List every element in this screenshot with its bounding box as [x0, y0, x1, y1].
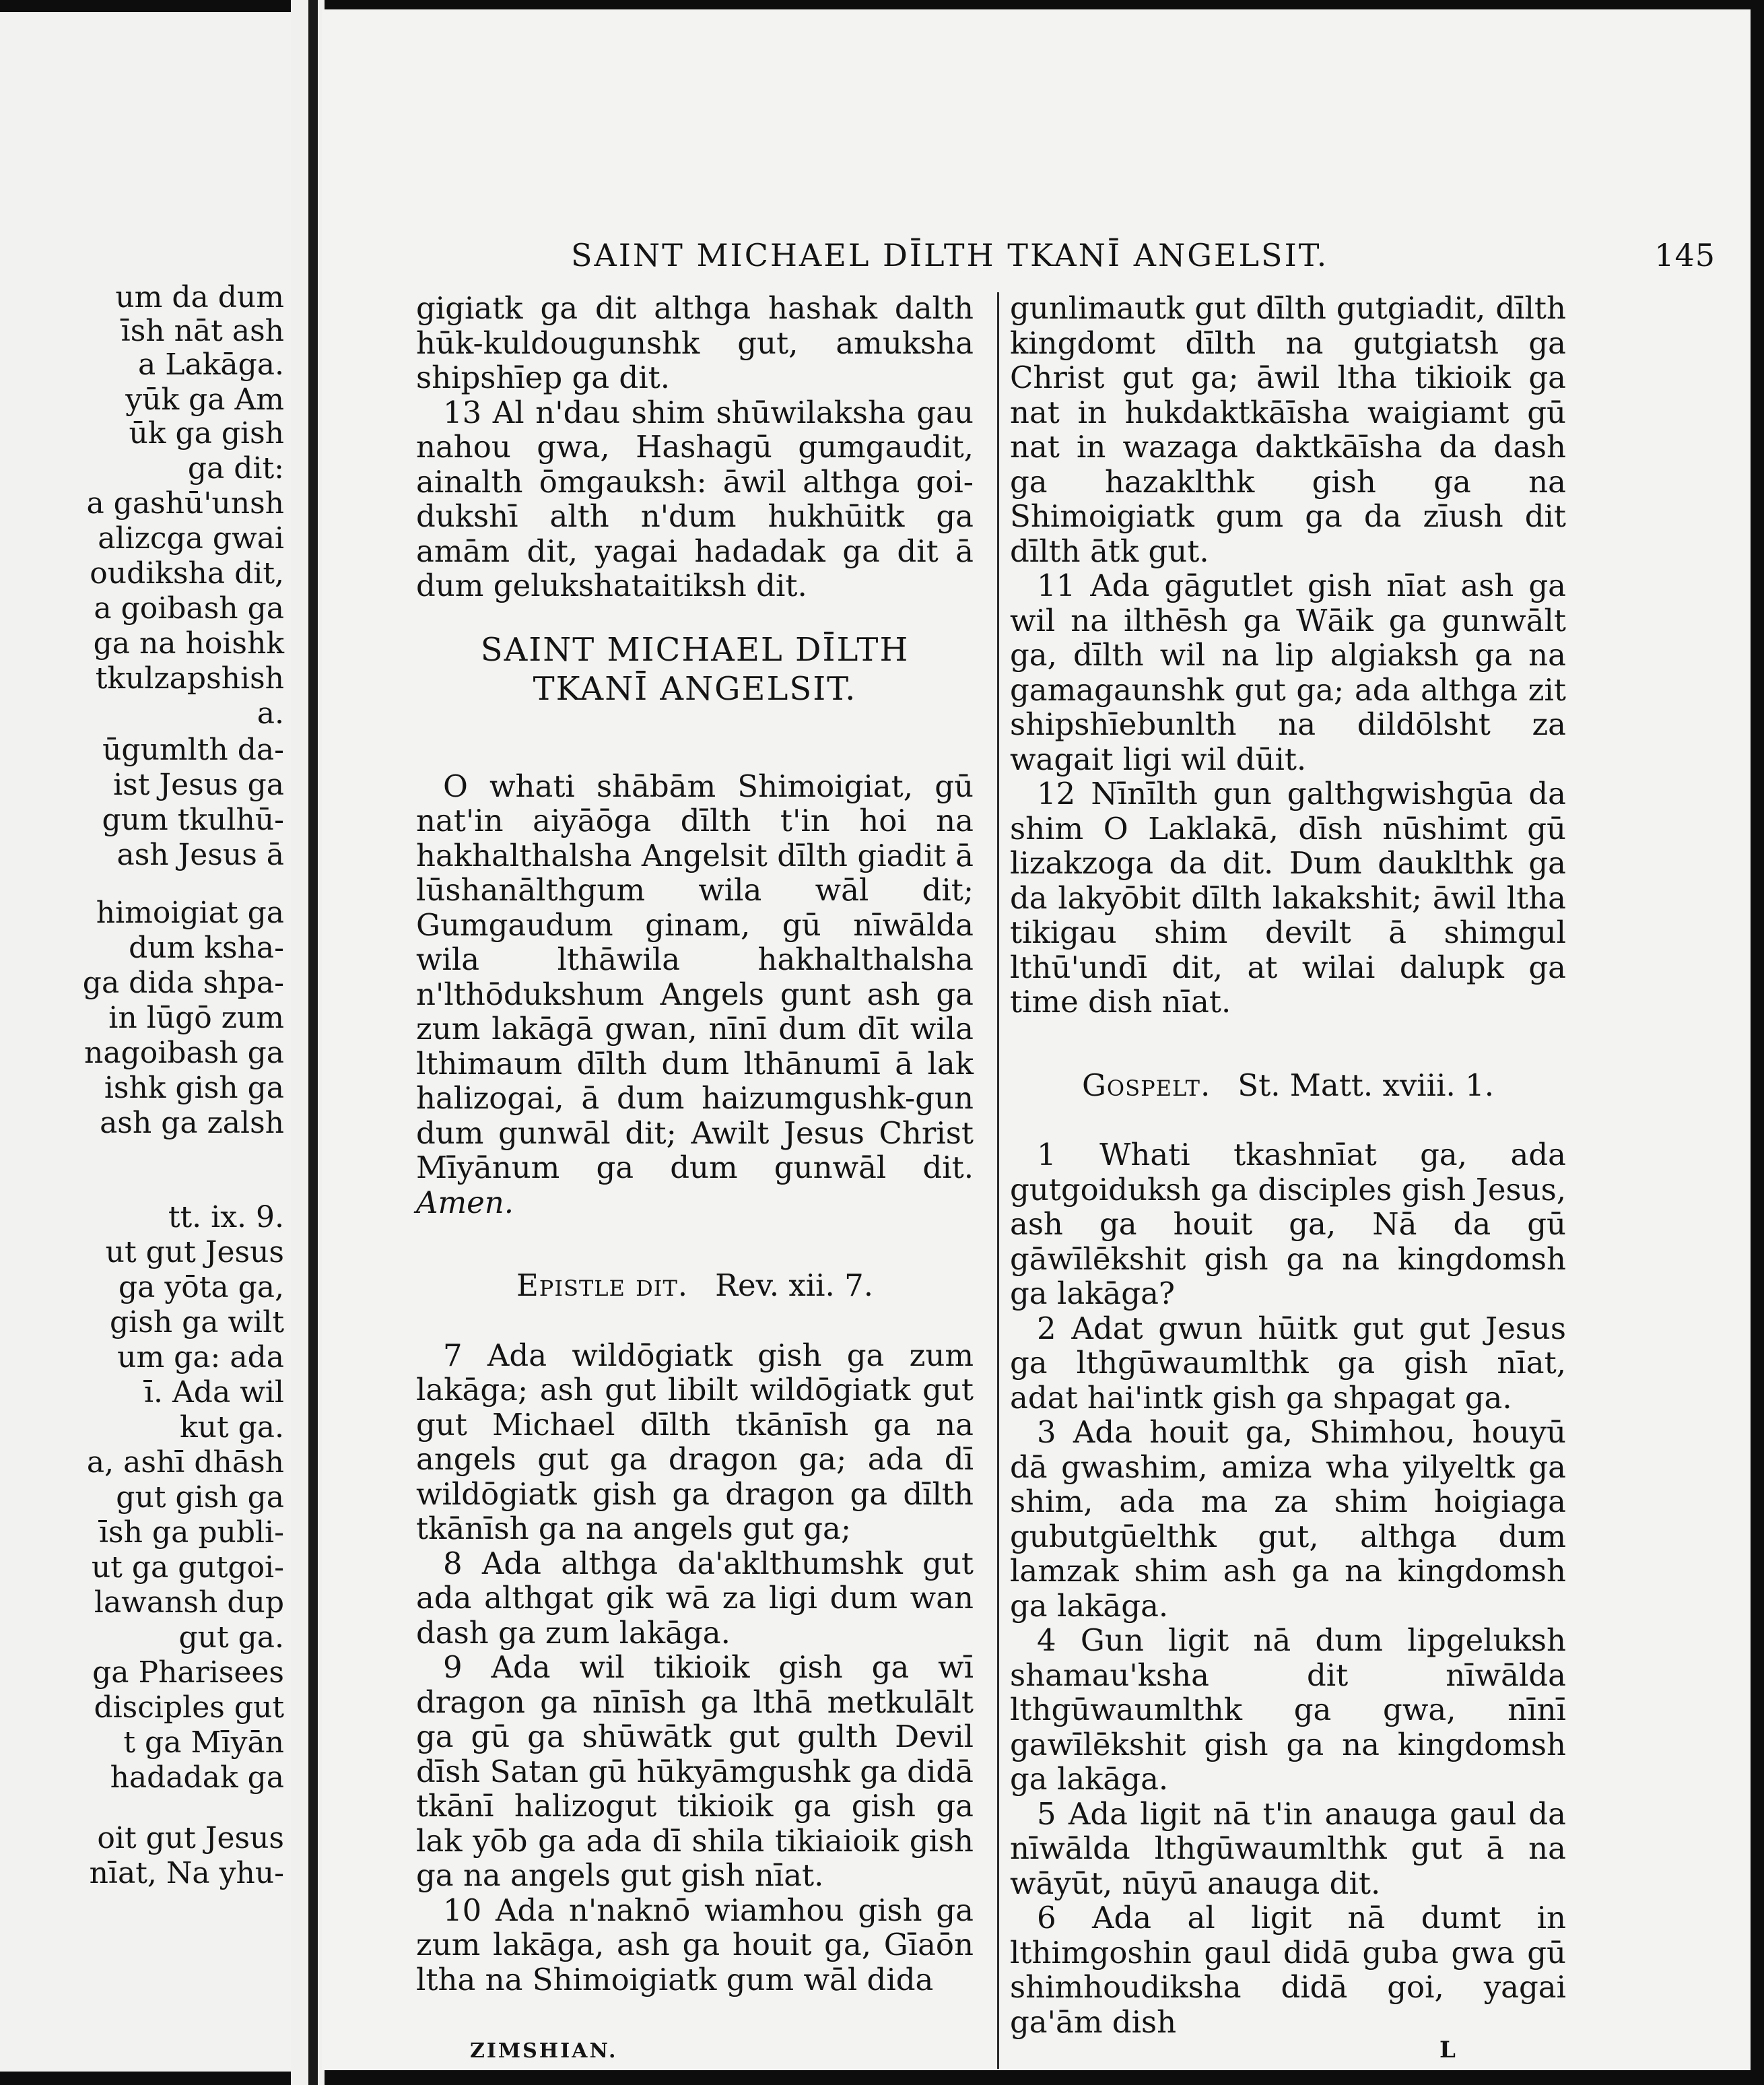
facing-page-line: tkulzapshish — [95, 661, 284, 696]
facing-page-line: īsh nāt ash — [121, 314, 284, 348]
facing-page-line: disciples gut — [94, 1690, 284, 1725]
running-header — [571, 237, 1716, 273]
facing-page-line: ī. Ada wil — [143, 1375, 284, 1410]
facing-page-line: a, ashī dhāsh — [86, 1445, 284, 1480]
section-title-line-1: SAINT MICHAEL DĪLTH — [480, 630, 910, 669]
facing-page-line: gish ga wilt — [109, 1305, 284, 1339]
gospel-heading — [1010, 1068, 1566, 1103]
facing-page-line: gut ga. — [178, 1620, 284, 1655]
page-number: 145 — [1654, 237, 1716, 273]
opening-lines: gigiatk ga dit althga hashak dalth hūk-kuldougunshk gut, amuksha shipshīep ga dit. — [416, 290, 974, 395]
gospel-verse-6: 6 Ada al ligit nā dumt in lthimgoshin gaul didā guba gwa gū shimhoudiksha didā goi, yagai ga'ām dish — [1010, 1900, 1566, 2040]
facing-page-line: ūgumlth da- — [102, 733, 284, 767]
facing-page-line: ut gut Jesus — [105, 1235, 284, 1269]
verse-11: 11 Ada gāgutlet gish nīat ash ga wil na ilthēsh ga Wāik ga gunwālt ga, dīlth wil na lip algiaksh ga na gamagaunshk gut ga; ada althga zit shipshīebunlth na dildōlsht za wagait ligi wil dūit. — [1010, 568, 1566, 777]
amen: Amen. — [416, 1184, 514, 1220]
section-title-line-2: TKANĪ ANGELSIT. — [533, 669, 857, 708]
right-page-edge — [1751, 0, 1764, 2085]
facing-page-line: īsh ga publi- — [98, 1515, 284, 1550]
facing-page-line: ut ga gutgoi- — [91, 1550, 284, 1585]
facing-page-line: alizcga gwai — [98, 521, 284, 556]
facing-page-line: in lūgō zum — [108, 1001, 284, 1035]
facing-page-line: ga dit: — [187, 451, 284, 486]
facing-page-line: ga na hoishk — [93, 626, 284, 661]
facing-page-line: himoigiat ga — [96, 896, 284, 930]
left-column — [416, 291, 974, 1997]
facing-page-line: tt. ix. 9. — [168, 1200, 284, 1234]
epistle-heading — [416, 1268, 974, 1303]
right-column — [1010, 291, 1566, 2039]
gospel-verse-4: 4 Gun ligit nā dum lipgeluksh shamau'ksha dit nīwālda lthgūwaumlthk ga gwa, nīnī gawīlēkshit gish ga na kingdomsh ga lakāga. — [1010, 1622, 1566, 1797]
facing-page-line: ga dida shpa- — [82, 966, 284, 1000]
book-gutter — [291, 0, 325, 2085]
gospel-verse-2: 2 Adat gwun hūitk gut gut Jesus ga lthgūwaumlthk ga gish nīat, adat hai'intk gish ga shpagat ga. — [1010, 1310, 1566, 1416]
facing-page-line: hadadak ga — [110, 1760, 284, 1795]
gospel-verse-5: 5 Ada ligit nā t'in anauga gaul da nīwālda lthgūwaumlthk gut ā na wāyūt, nūyū anauga dit. — [1010, 1795, 1566, 1901]
facing-page-line: nagoibash ga — [84, 1036, 284, 1070]
gutter-shadow — [308, 0, 318, 2085]
facing-page-line: kut ga. — [179, 1410, 284, 1445]
gospel-verse-3: 3 Ada houit ga, Shimhou, houyū dā gwashim, amiza wha yilyeltk ga shim, ada ma za shim hoigiaga gubutgūelthk gut, althga dum lamzak shim ash ga na kingdomsh ga lakāga. — [1010, 1414, 1566, 1624]
column-rule — [997, 292, 999, 2069]
gospel-reference: St. Matt. xviii. 1. — [1237, 1067, 1495, 1103]
facing-page-line: dum ksha- — [129, 931, 284, 965]
gospel-verse-1: 1 Whati tkashnīat ga, ada gutgoiduksh ga disciples gish Jesus, ash ga houit ga, Nā da gū gāwīlēkshit gish ga na kingdomsh ga lakāga? — [1010, 1137, 1566, 1311]
facing-page-line: ash Jesus ā — [116, 838, 284, 872]
facing-page-line: oit gut Jesus — [97, 1821, 284, 1855]
facing-page-line: a. — [257, 696, 284, 731]
collect-text: O whati shābām Shimoigiat, gū nat'in aiyāōga dīlth t'in hoi na hakhalthalsha Angelsit dīlth giadit ā lūshanālthgum wila wāl dit; Gumgaudum ginam, gū nīwālda wila lthāwila hakhalthalsha n'lthōdukshum Angels gunt ash ga zum lakāgā gwan, nīnī dum dīt wila lthimaum dīlth dum lthānumī ā lak halizogai, ā dum haizumgushk-gun dum gunwāl dit; Awilt Jesus Christ Mīyānum ga dum gunwāl dit. — [416, 768, 974, 1185]
facing-page-line: a gashū'unsh — [86, 486, 284, 521]
facing-page-line: a goibash ga — [94, 591, 284, 626]
verse-13: 13 Al n'dau shim shūwilaksha gau nahou gwa, Hashagū gumgaudit, ainalth ōmgauksh: āwil althga goi-dukshī alth n'dum hukhūitk ga amām dit, yagai hadadak ga dit ā dum gelukshataitiksh dit. — [416, 394, 974, 603]
facing-page-line: yūk ga Am — [125, 383, 284, 417]
epistle-reference: Rev. xii. 7. — [715, 1267, 874, 1303]
facing-page-line: nīat, Na yhu- — [89, 1856, 284, 1890]
facing-page-line: um ga: ada — [117, 1340, 284, 1375]
verse-9: 9 Ada wil tikioik gish ga wī dragon ga nīnīsh ga lthā metkulālt ga gū ga shūwātk gut gulth Devil dīsh Satan gū hūkyāmgushk ga didā tkānī halizogut tikioik ga gish ga lak yōb ga ada dī shila tikiaioik gish ga na angels gut gish nīat. — [416, 1649, 974, 1893]
facing-page-line: gum tkulhū- — [102, 803, 284, 837]
facing-page-line: lawansh dup — [94, 1585, 284, 1620]
facing-page-line: oudiksha dit, — [90, 556, 284, 591]
verse-8: 8 Ada althga da'aklthumshk gut ada althgat gik wā za ligi dum wan dash ga zum lakāga. — [416, 1545, 974, 1651]
signature-letter: L — [1439, 2037, 1456, 2063]
facing-page-line: ga yōta ga, — [118, 1270, 284, 1304]
continuation-text: gunlimautk gut dīlth gutgiadit, dīlth kingdomt dīlth na gutgiatsh ga Christ gut ga; āwil ltha tikioik ga nat in hukdaktkāīsha waigiamt gū nat in wazaga daktkāīsha da dash ga hazaklthk gish ga na Shimoigiatk gum ga da zīush dit dīlth ātk gut. — [1010, 290, 1566, 569]
collect-prayer — [416, 769, 974, 1220]
verse-12: 12 Nīnīlth gun galthgwishgūa da shim O Laklakā, dīsh nūshimt gū lizakzoga da dit. Dum dauklthk ga da lakyōbit dīlth lakakshit; āwil ltha tikigau shim devilt ā shimgul lthū'undī dit, at wilai dalupk ga time dish nīat. — [1010, 776, 1566, 1020]
gospel-label: Gospelt. — [1081, 1067, 1211, 1103]
facing-page-left — [0, 12, 291, 2072]
verse-10: 10 Ada n'naknō wiamhou gish ga zum lakāga, ash ga houit ga, Gīaōn ltha na Shimoigiatk gum wāl dida — [416, 1892, 974, 1997]
epistle-label: Epistle dit. — [516, 1267, 689, 1303]
signature-mark: ZIMSHIAN. — [470, 2039, 618, 2063]
facing-page-line: t ga Mīyān — [123, 1725, 284, 1760]
verse-7: 7 Ada wildōgiatk gish ga zum lakāga; ash gut libilt wildōgiatk gut gut Michael dīlth tkānīsh ga na angels gut ga dragon ga; ada dī wildōgiatk gish ga dragon ga dīlth tkānīsh ga na angels gut ga; — [416, 1337, 974, 1546]
facing-page-line: um da dum — [115, 280, 284, 315]
facing-page-line: a Lakāga. — [138, 348, 284, 382]
facing-page-line: ga Pharisees — [92, 1655, 284, 1690]
section-title — [416, 630, 974, 708]
running-title: SAINT MICHAEL DĪLTH TKANĪ ANGELSIT. — [571, 237, 1329, 273]
facing-page-line: ūk ga gish — [129, 416, 284, 451]
facing-page-line: ist Jesus ga — [113, 768, 284, 802]
facing-page-line: ash ga zalsh — [100, 1106, 284, 1140]
page-145 — [322, 9, 1751, 2070]
facing-page-line: gut gish ga — [116, 1480, 284, 1515]
facing-page-line: ishk gish ga — [104, 1071, 284, 1105]
